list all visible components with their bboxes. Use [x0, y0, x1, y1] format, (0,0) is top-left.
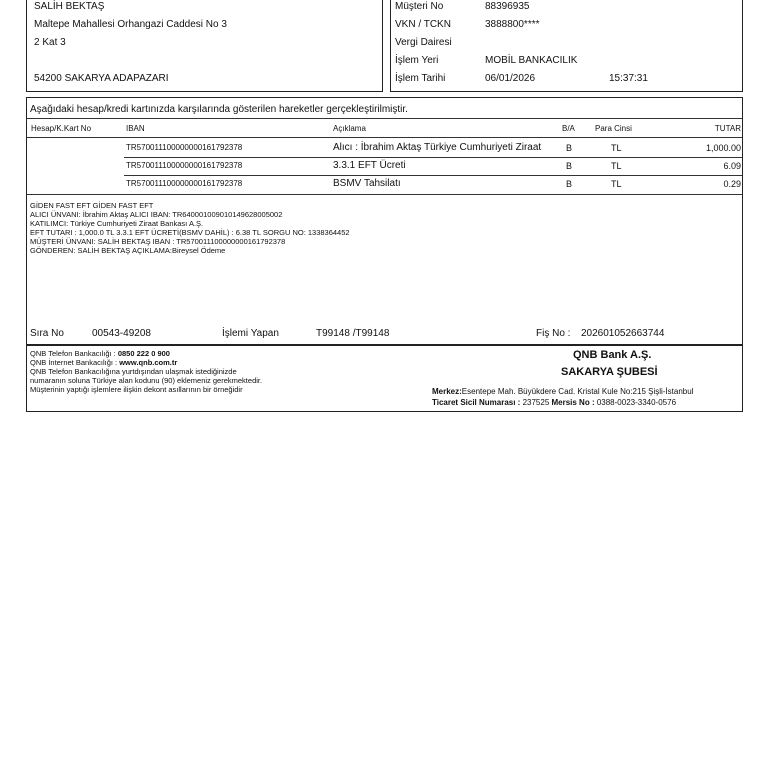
row3-desc: BSMV Tahsilatı	[333, 178, 401, 189]
row3-currency: TL	[611, 179, 622, 189]
table-bottom-divider	[27, 194, 742, 195]
mersis-label: Mersis No :	[551, 398, 595, 407]
sequence-value: 00543-49208	[92, 328, 151, 339]
operator-label: İşlemi Yapan	[222, 328, 279, 339]
info-label-vkn: VKN / TCKN	[395, 19, 451, 30]
col-header-ba: B/A	[562, 124, 575, 133]
customer-city: 54200 SAKARYA ADAPAZARI	[34, 73, 169, 84]
info-label-location: İşlem Yeri	[395, 55, 439, 66]
customer-address-line2: 2 Kat 3	[34, 37, 66, 48]
bank-registry-line	[432, 398, 676, 407]
contact-note-3: Müşterinin yaptığı işlemlere ilişkin dekont asıllarının bir örneğidir	[30, 385, 243, 394]
detail-line-4: EFT TUTARI : 1,000.0 TL 3.3.1 EFT ÜCRETİ(BSMV DAHİL) : 6.38 TL SORGU NO: 1338364452	[30, 228, 350, 237]
info-value-vkn: 3888800****	[485, 19, 540, 30]
customer-name: SALİH BEKTAŞ	[34, 1, 105, 12]
receipt-no-value: 202601052663744	[581, 328, 665, 339]
row1-amount: 1,000.00	[705, 143, 741, 153]
internet-label: QNB İnternet Bankacılığı :	[30, 358, 120, 367]
info-label-date: İşlem Tarihi	[395, 73, 446, 84]
info-value-date: 06/01/2026	[485, 73, 536, 84]
row3-amount: 0.29	[723, 179, 741, 189]
info-value-location: MOBİL BANKACILIK	[485, 55, 578, 66]
row3-ba: B	[566, 179, 573, 189]
bank-hq-address: Esentepe Mah. Büyükdere Cad. Kristal Kule No:215 Şişli-İstanbul	[461, 387, 694, 396]
intro-text: Aşağıdaki hesap/kredi kartınızda karşılarında gösterilen hareketler gerçekleştirilmiştir.	[30, 104, 408, 115]
row1-desc: Alıcı : İbrahim Aktaş Türkiye Cumhuriyeti Ziraat	[333, 142, 542, 153]
mersis-value: 0388-0023-3340-0576	[594, 398, 677, 407]
detail-line-3: KATILIMCI: Türkiye Cumhuriyeti Ziraat Bankası A.Ş.	[30, 219, 204, 228]
col-header-account: Hesap/K.Kart No	[31, 124, 92, 133]
row3-iban: TR570011100000000161792378	[126, 179, 243, 188]
bank-hq-line	[432, 387, 693, 396]
row2-amount: 6.09	[723, 161, 741, 171]
receipt-no-label: Fiş No :	[536, 328, 571, 339]
row1-ba: B	[566, 143, 573, 153]
col-header-iban: IBAN	[126, 124, 145, 133]
table-header-divider	[27, 137, 742, 138]
row2-iban: TR570011100000000161792378	[126, 161, 243, 170]
detail-line-6: GÖNDEREN: SALİH BEKTAŞ AÇIKLAMA:Bireysel Ödeme	[30, 246, 226, 255]
bank-hq-label: Merkez:	[432, 387, 462, 396]
internet-line	[30, 358, 177, 367]
phone-number: 0850 222 0 900	[117, 349, 170, 358]
info-label-tax-office: Vergi Dairesi	[395, 37, 452, 48]
trade-registry-label: Ticaret Sicil Numarası :	[432, 398, 521, 407]
customer-address-line1: Maltepe Mahallesi Orhangazi Caddesi No 3	[34, 19, 227, 30]
trade-registry-value: 237525	[520, 398, 552, 407]
row2-currency: TL	[611, 161, 622, 171]
col-header-amount: TUTAR	[714, 124, 741, 133]
col-header-desc: Açıklama	[333, 124, 366, 133]
bank-branch: SAKARYA ŞUBESİ	[561, 366, 658, 378]
info-value-customer-no: 88396935	[485, 1, 530, 12]
internet-url: www.qnb.com.tr	[119, 358, 178, 367]
sequence-label: Sıra No	[30, 328, 64, 339]
detail-line-5: MÜŞTERİ ÜNVANI: SALİH BEKTAŞ IBAN : TR570011100000000161792378	[30, 237, 286, 246]
col-header-currency: Para Cinsi	[595, 124, 632, 133]
row1-iban: TR570011100000000161792378	[126, 143, 243, 152]
row2-divider	[124, 175, 742, 176]
row1-currency: TL	[611, 143, 622, 153]
phone-label: QNB Telefon Bankacılığı :	[30, 349, 118, 358]
info-value-time: 15:37:31	[609, 73, 648, 84]
detail-line-1: GİDEN FAST EFT GİDEN FAST EFT	[30, 201, 154, 210]
row1-divider	[124, 157, 742, 158]
contact-note-2: numaranın soluna Türkiye alan kodunu (90) eklemeniz gerekmektedir.	[30, 376, 263, 385]
phone-line	[30, 349, 170, 358]
bank-name: QNB Bank A.Ş.	[573, 349, 652, 361]
row2-ba: B	[566, 161, 573, 171]
row2-desc: 3.3.1 EFT Ücreti	[333, 160, 406, 171]
info-label-customer-no: Müşteri No	[395, 1, 444, 12]
detail-line-2: ALICI ÜNVANI: İbrahim Aktaş ALICI IBAN: TR640001009010149628005002	[30, 210, 283, 219]
operator-value: T99148 /T99148	[316, 328, 390, 339]
intro-divider	[27, 118, 742, 119]
contact-note-1: QNB Telefon Bankacılığına yurtdışından ulaşmak istediğinizde	[30, 367, 237, 376]
